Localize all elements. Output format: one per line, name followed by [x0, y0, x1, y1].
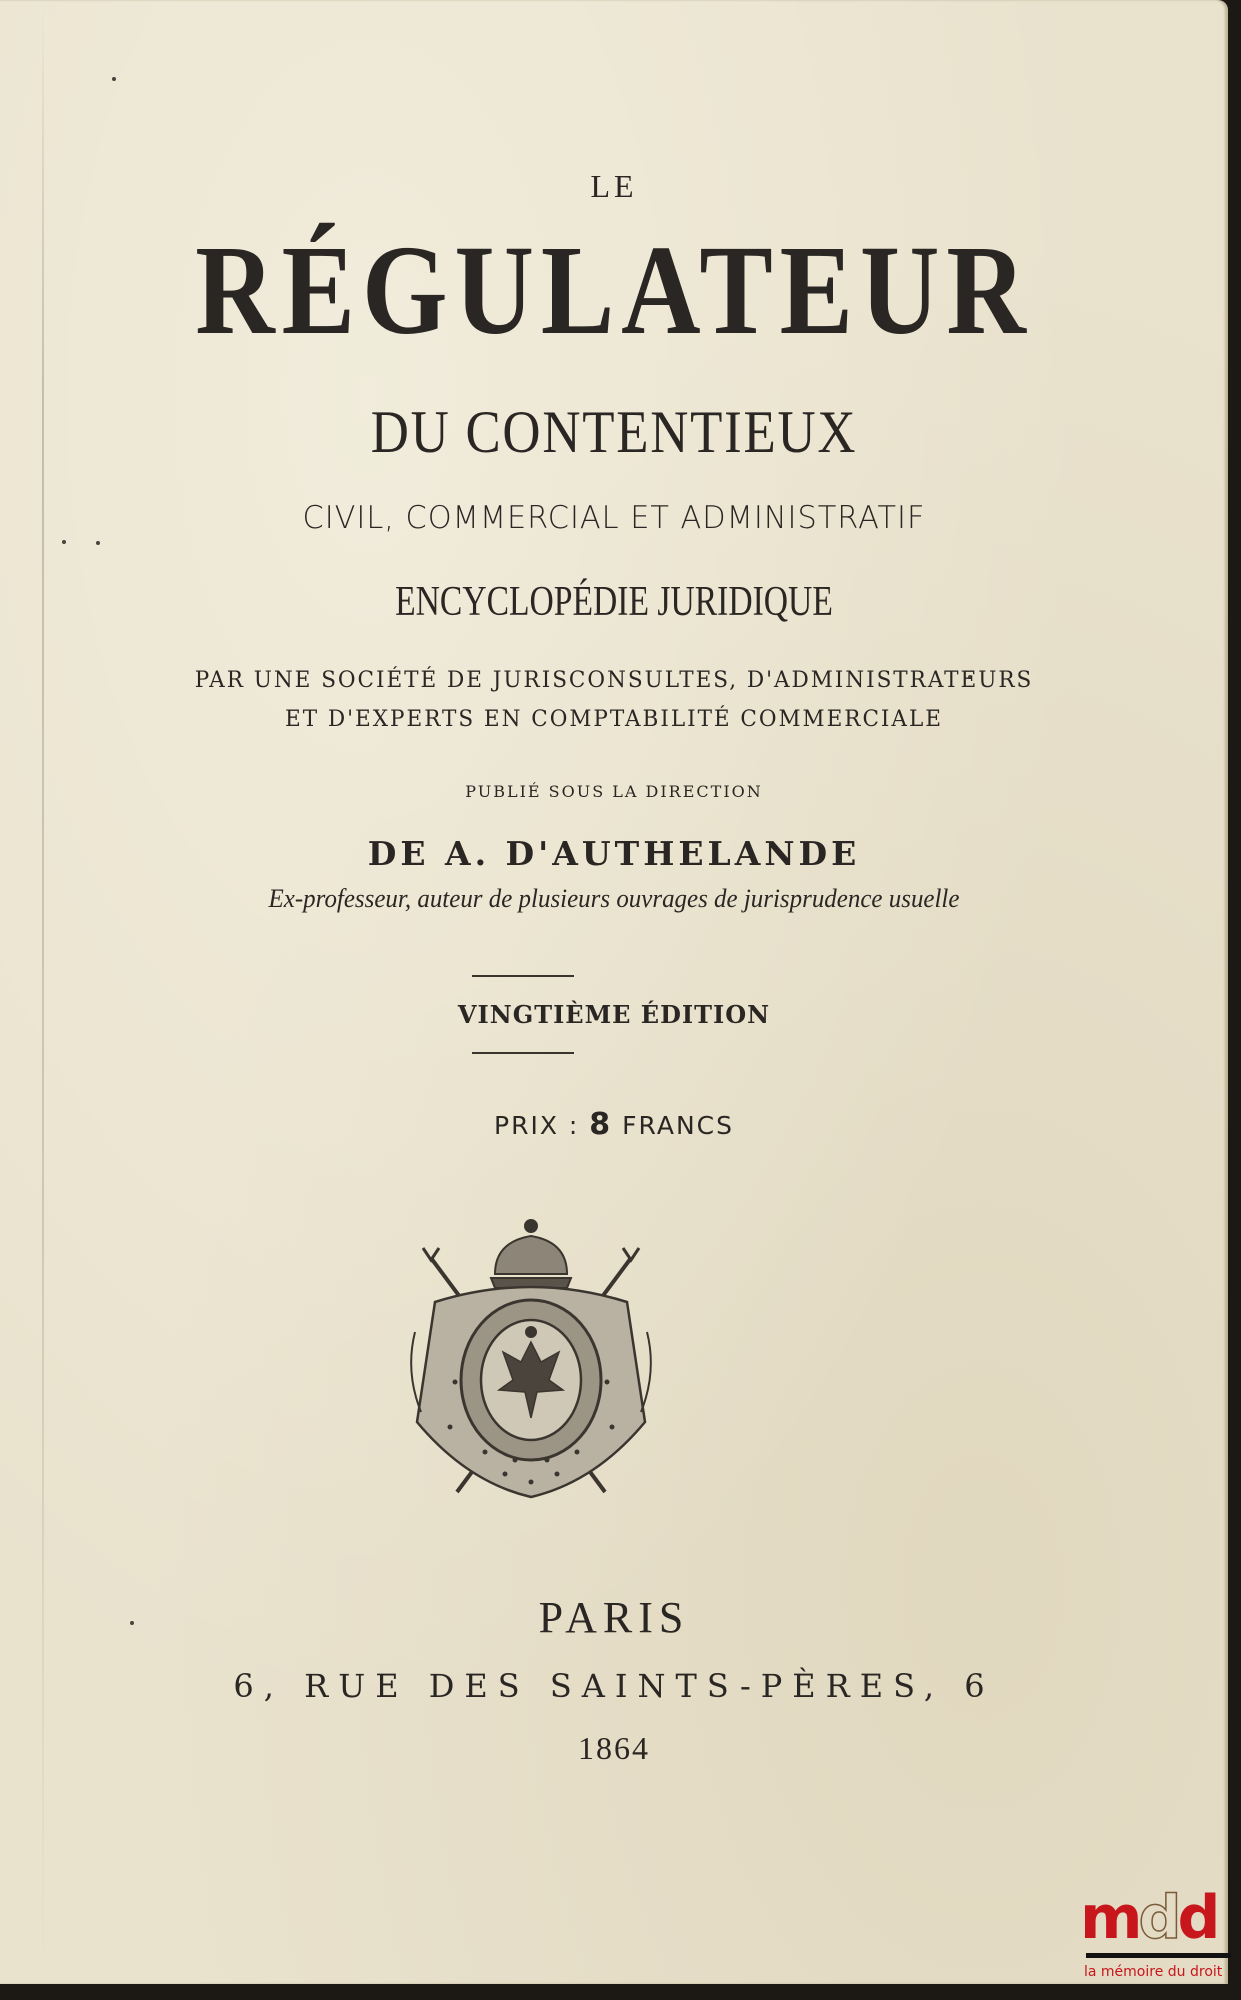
- logo-letter-d-outline: d: [1138, 1883, 1178, 1953]
- genre-line: ENCYCLOPÉDIE JURIDIQUE: [395, 579, 833, 625]
- mdd-watermark-logo: [1080, 1883, 1240, 1998]
- price-label: PRIX :: [494, 1111, 580, 1140]
- imprint-address: 6, RUE DES SAINTS-PÈRES, 6: [233, 1667, 995, 1705]
- edition-label: VINGTIÈME ÉDITION: [457, 1000, 771, 1029]
- imprint-year: 1864: [578, 1730, 650, 1766]
- paper-speck: [62, 540, 66, 544]
- director-name: DE A. D'AUTHELANDE: [367, 834, 861, 873]
- authorship-line-1: PAR UNE SOCIÉTÉ DE JURISCONSULTES, D'ADMINISTRATEURS: [194, 668, 1034, 693]
- main-title: RÉGULATEUR: [195, 219, 1033, 361]
- scope-line: CIVIL, COMMERCIAL ET ADMINISTRATIF: [302, 500, 926, 536]
- divider-rule-top: [472, 975, 574, 977]
- direction-note: PUBLIÉ SOUS LA DIRECTION: [465, 782, 763, 801]
- authorship-line-2: ET D'EXPERTS EN COMPTABILITÉ COMMERCIALE: [285, 707, 943, 732]
- paper-speck: [96, 541, 100, 545]
- price-line: [0, 1107, 1228, 1142]
- logo-tagline: la mémoire du droit: [1084, 1964, 1223, 1980]
- subtitle: DU CONTENTIEUX: [370, 399, 858, 465]
- price-unit: FRANCS: [622, 1111, 734, 1140]
- imprint-city: PARIS: [538, 1593, 690, 1642]
- logo-letter-d: d: [1177, 1883, 1217, 1953]
- logo-mark: [1080, 1883, 1217, 1953]
- price-value: 8: [589, 1107, 613, 1142]
- director-description: Ex-professeur, auteur de plusieurs ouvrages de jurisprudence usuelle: [268, 884, 960, 913]
- logo-underline: [1086, 1953, 1231, 1958]
- paper-speck: [112, 77, 116, 81]
- divider-rule-bottom: [472, 1052, 574, 1054]
- title-article: LE: [590, 168, 638, 204]
- logo-letter-m: m: [1080, 1883, 1139, 1953]
- coat-of-arms-icon: [395, 1212, 667, 1507]
